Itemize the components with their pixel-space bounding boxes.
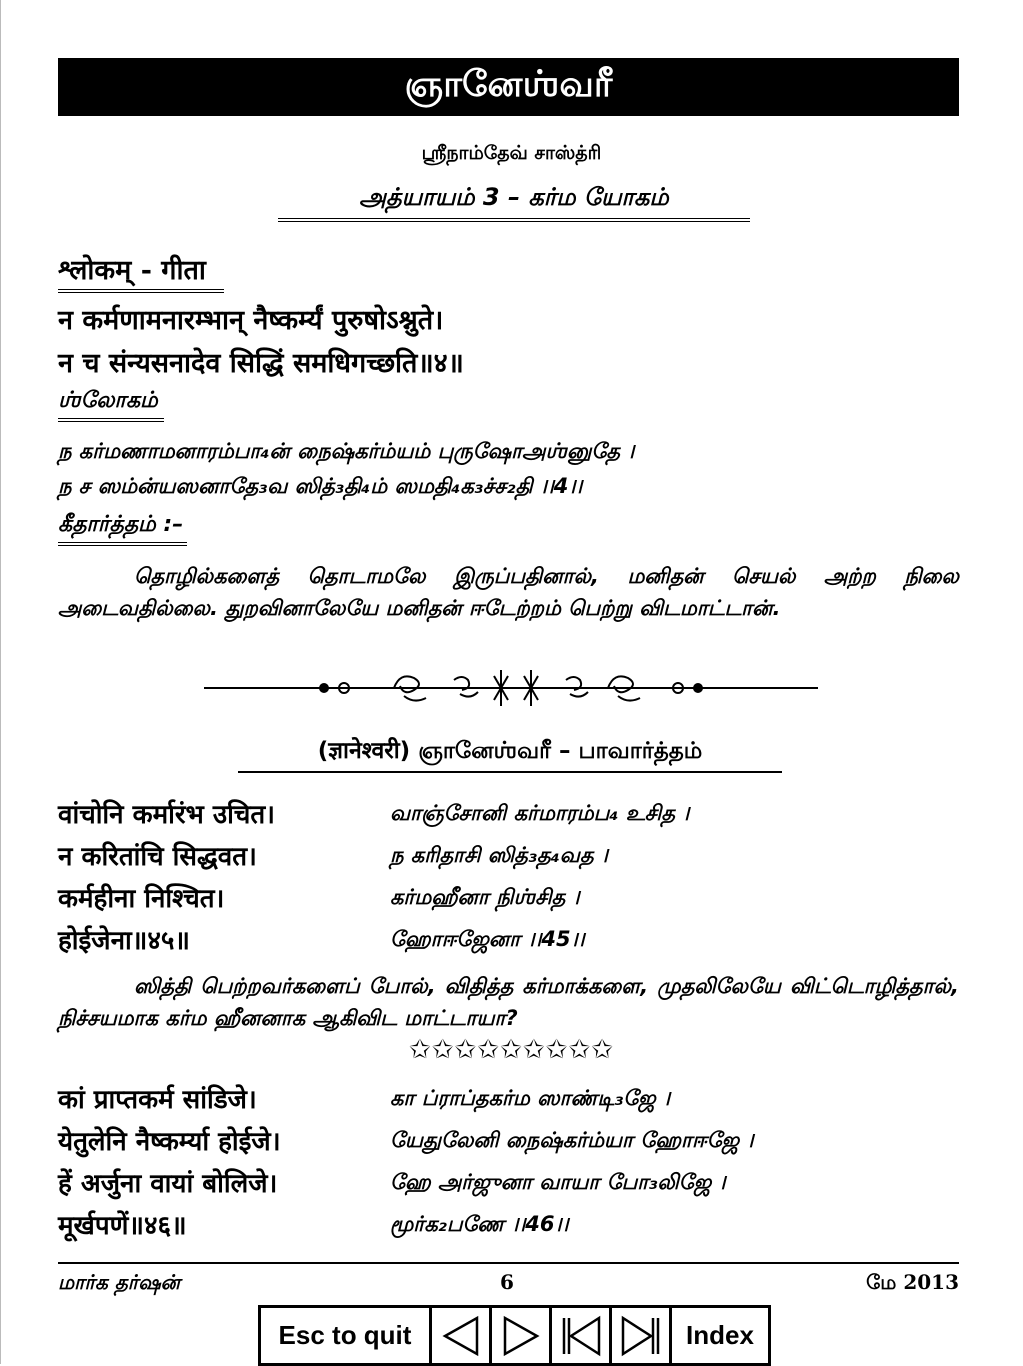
verse46-devanagari: कां प्राप्तकर्म सांडिजे। [58, 1085, 257, 1115]
verse45-tamil: ஹோஈஜேனா ।।45।। [390, 927, 585, 951]
verse46-devanagari: येतुलेनि नैष्कर्म्या होईजे। [58, 1127, 281, 1157]
verse45-tamil: கர்மஹீனா நிஶ்சித । [390, 885, 580, 909]
verse46-tamil: மூர்க₂பணே ।।46।। [390, 1212, 569, 1236]
first-page-button[interactable] [552, 1308, 612, 1363]
verse46-tamil: கா ப்ராப்தகர்ம ஸாண்டி₃ஜே । [390, 1086, 670, 1110]
next-page-icon [501, 1314, 541, 1358]
verse46-line-1 [58, 1080, 959, 1120]
verse45-tamil: வாஞ்சோனி கர்மாரம்ப₄ உசித । [390, 801, 690, 825]
jnaneshwari-heading: (ज्ञानेश्वरी) ஞானேஶ்வரீ – பாவார்த்தம் [238, 733, 782, 773]
footer-rule [58, 1262, 959, 1264]
tamil-sloka-heading: ஶ்லோகம் [58, 388, 164, 422]
verse45-meaning: ஸித்தி பெற்றவர்களைப் போல், விதித்த கர்மாக்களை, முதலிலேயே விட்டொழித்தால், நிச்சயமாக கர்ம ஹீனனாக ஆகிவிட மாட்டாயா? [58, 974, 959, 1030]
next-page-button[interactable] [492, 1308, 552, 1363]
verse46-line-4 [58, 1206, 959, 1246]
last-page-button[interactable] [612, 1308, 672, 1363]
verse45-devanagari: वांचोनि कर्मारंभ उचित। [58, 800, 276, 830]
sloka-line-2: न च संन्यसनादेव सिद्धिं समधिगच्छति॥४॥ [58, 348, 464, 379]
star-divider: ✩✩✩✩✩✩✩✩✩ [408, 1035, 615, 1065]
page-edge [0, 0, 1, 1364]
esc-quit-button[interactable]: Esc to quit [261, 1308, 432, 1363]
verse45-line-1 [58, 795, 959, 835]
issue-date: மே 2013 [866, 1270, 959, 1294]
navigation-bar [258, 1305, 771, 1366]
page-title: ஞானேஶ்வரீ [58, 58, 959, 116]
magazine-name: மார்க தர்ஷன் [58, 1270, 181, 1294]
previous-page-button[interactable] [432, 1308, 492, 1363]
verse45-line-4 [58, 921, 959, 961]
verse45-line-2 [58, 837, 959, 877]
verse46-devanagari: मूर्खपणें॥४६॥ [58, 1211, 187, 1241]
tamil-sloka-line-2: ந ச ஸம்ன்யஸனாதே₃வ ஸித்₃தி₄ம் ஸமதி₄க₃ச்ச₂தி ।।4।। [58, 474, 583, 498]
verse46-tamil: ஹே அர்ஜுனா வாயா போ₃லிஜே । [390, 1170, 726, 1194]
author-name: ஸ்ரீநாம்தேவ் சாஸ்த்ரி [421, 142, 602, 164]
verse46-tamil: யேதுலேனி நைஷ்கர்ம்யா ஹோஈஜே । [390, 1128, 754, 1152]
verse45-devanagari: कर्महीना निश्चित। [58, 884, 225, 914]
index-button[interactable]: Index [686, 1320, 754, 1350]
last-page-icon [619, 1314, 663, 1358]
first-page-icon [559, 1314, 603, 1358]
verse45-devanagari: होईजेना॥४५॥ [58, 926, 190, 956]
verse45-tamil: ந கரிதாசி ஸித்₃த₄வத । [390, 843, 608, 867]
ornament-divider [204, 660, 818, 716]
meaning-paragraph: தொழில்களைத் தொடாமலே இருப்பதினால், மனிதன் செயல் அற்ற நிலை அடைவதில்லை. துறவினாலேயே மனிதன் ஈடேற்றம் பெற்று விடமாட்டான். [58, 564, 959, 620]
verse46-line-2 [58, 1122, 959, 1162]
sloka-heading: श्लोकम् - गीता [58, 250, 224, 293]
page-number: 6 [500, 1270, 514, 1294]
tamil-sloka-line-1: ந கர்மணாமனாரம்பா₄ன் நைஷ்கர்ம்யம் புருஷோஅஶ்னுதே । [58, 439, 635, 463]
verse45-line-3 [58, 879, 959, 919]
meaning-heading: கீதார்த்தம் :– [58, 512, 187, 546]
verse46-line-3 [58, 1164, 959, 1204]
verse45-devanagari: न करितांचि सिद्धवत। [58, 842, 257, 872]
previous-page-icon [441, 1314, 481, 1358]
sloka-line-1: न कर्मणामनारम्भान्‌ नैष्कर्म्यं पुरुषोऽश्नुते। [58, 305, 444, 336]
chapter-title: அத்யாயம் 3 – கர்ம யோகம் [278, 183, 750, 222]
verse46-devanagari: हें अर्जुना वायां बोलिजे। [58, 1169, 278, 1199]
